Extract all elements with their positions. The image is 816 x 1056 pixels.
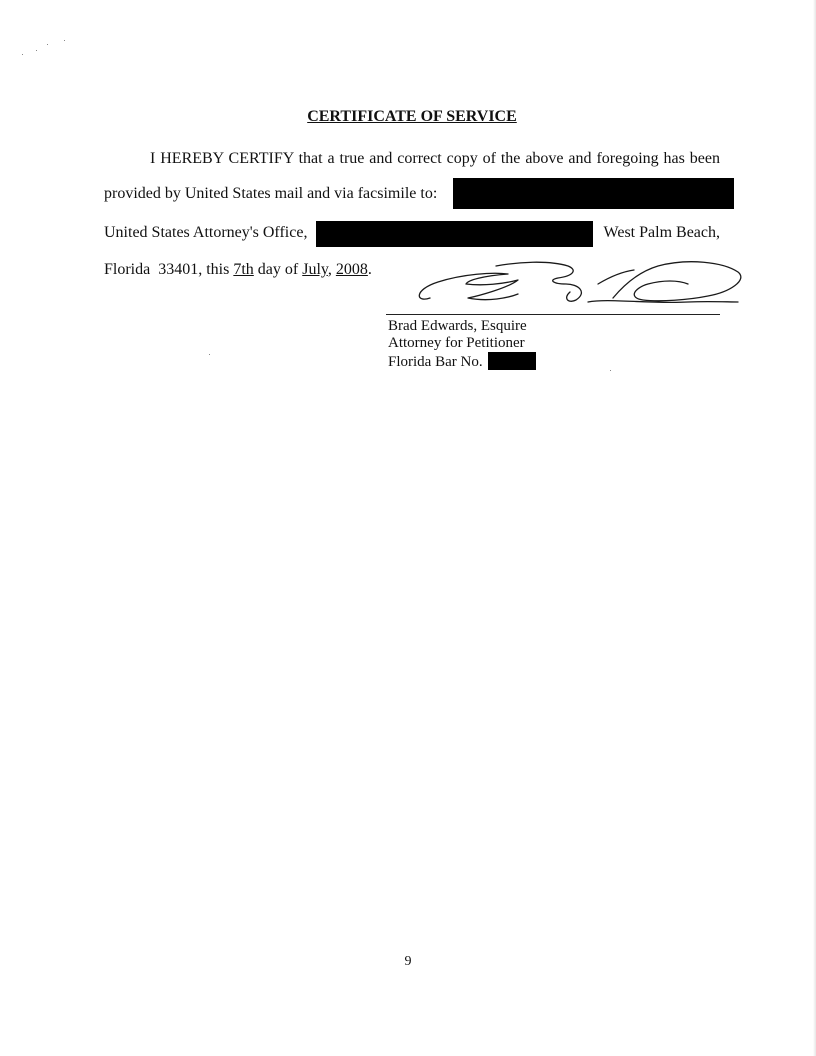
signer-role: Attorney for Petitioner	[388, 335, 525, 351]
redaction-block-bar-number	[488, 352, 536, 370]
certify-line-3-right: West Palm Beach,	[603, 224, 720, 241]
certify-line-1	[150, 150, 720, 168]
date-year: 2008	[335, 261, 368, 278]
certify-line-3-left: United States Attorney's Office,	[104, 224, 308, 241]
date-prefix: Florida 33401, this	[104, 261, 234, 278]
bar-number-row	[388, 352, 536, 371]
certify-line-4	[104, 261, 372, 279]
certificate-title: CERTIFICATE OF SERVICE	[307, 108, 517, 125]
redaction-block-address	[316, 221, 593, 247]
certify-line-2	[104, 185, 437, 203]
date-day: 7th	[233, 261, 254, 278]
signature-block	[388, 318, 536, 371]
page-number: 9	[404, 954, 412, 969]
redaction-block-recipient	[453, 178, 734, 209]
bar-number-label: Florida Bar No.	[388, 354, 483, 370]
signature-line	[386, 314, 720, 315]
handwritten-signature	[408, 258, 744, 318]
date-month: July	[302, 261, 328, 278]
certify-line-1-text: I HEREBY CERTIFY that a true and correct copy of the above and foregoing has been	[150, 150, 720, 167]
certify-line-2-text: provided by United States mail and via facsimile to:	[104, 185, 438, 202]
date-end: .	[367, 261, 372, 278]
signer-name: Brad Edwards, Esquire	[388, 318, 527, 334]
date-mid: day of	[253, 261, 303, 278]
date-comma: ,	[327, 261, 336, 278]
